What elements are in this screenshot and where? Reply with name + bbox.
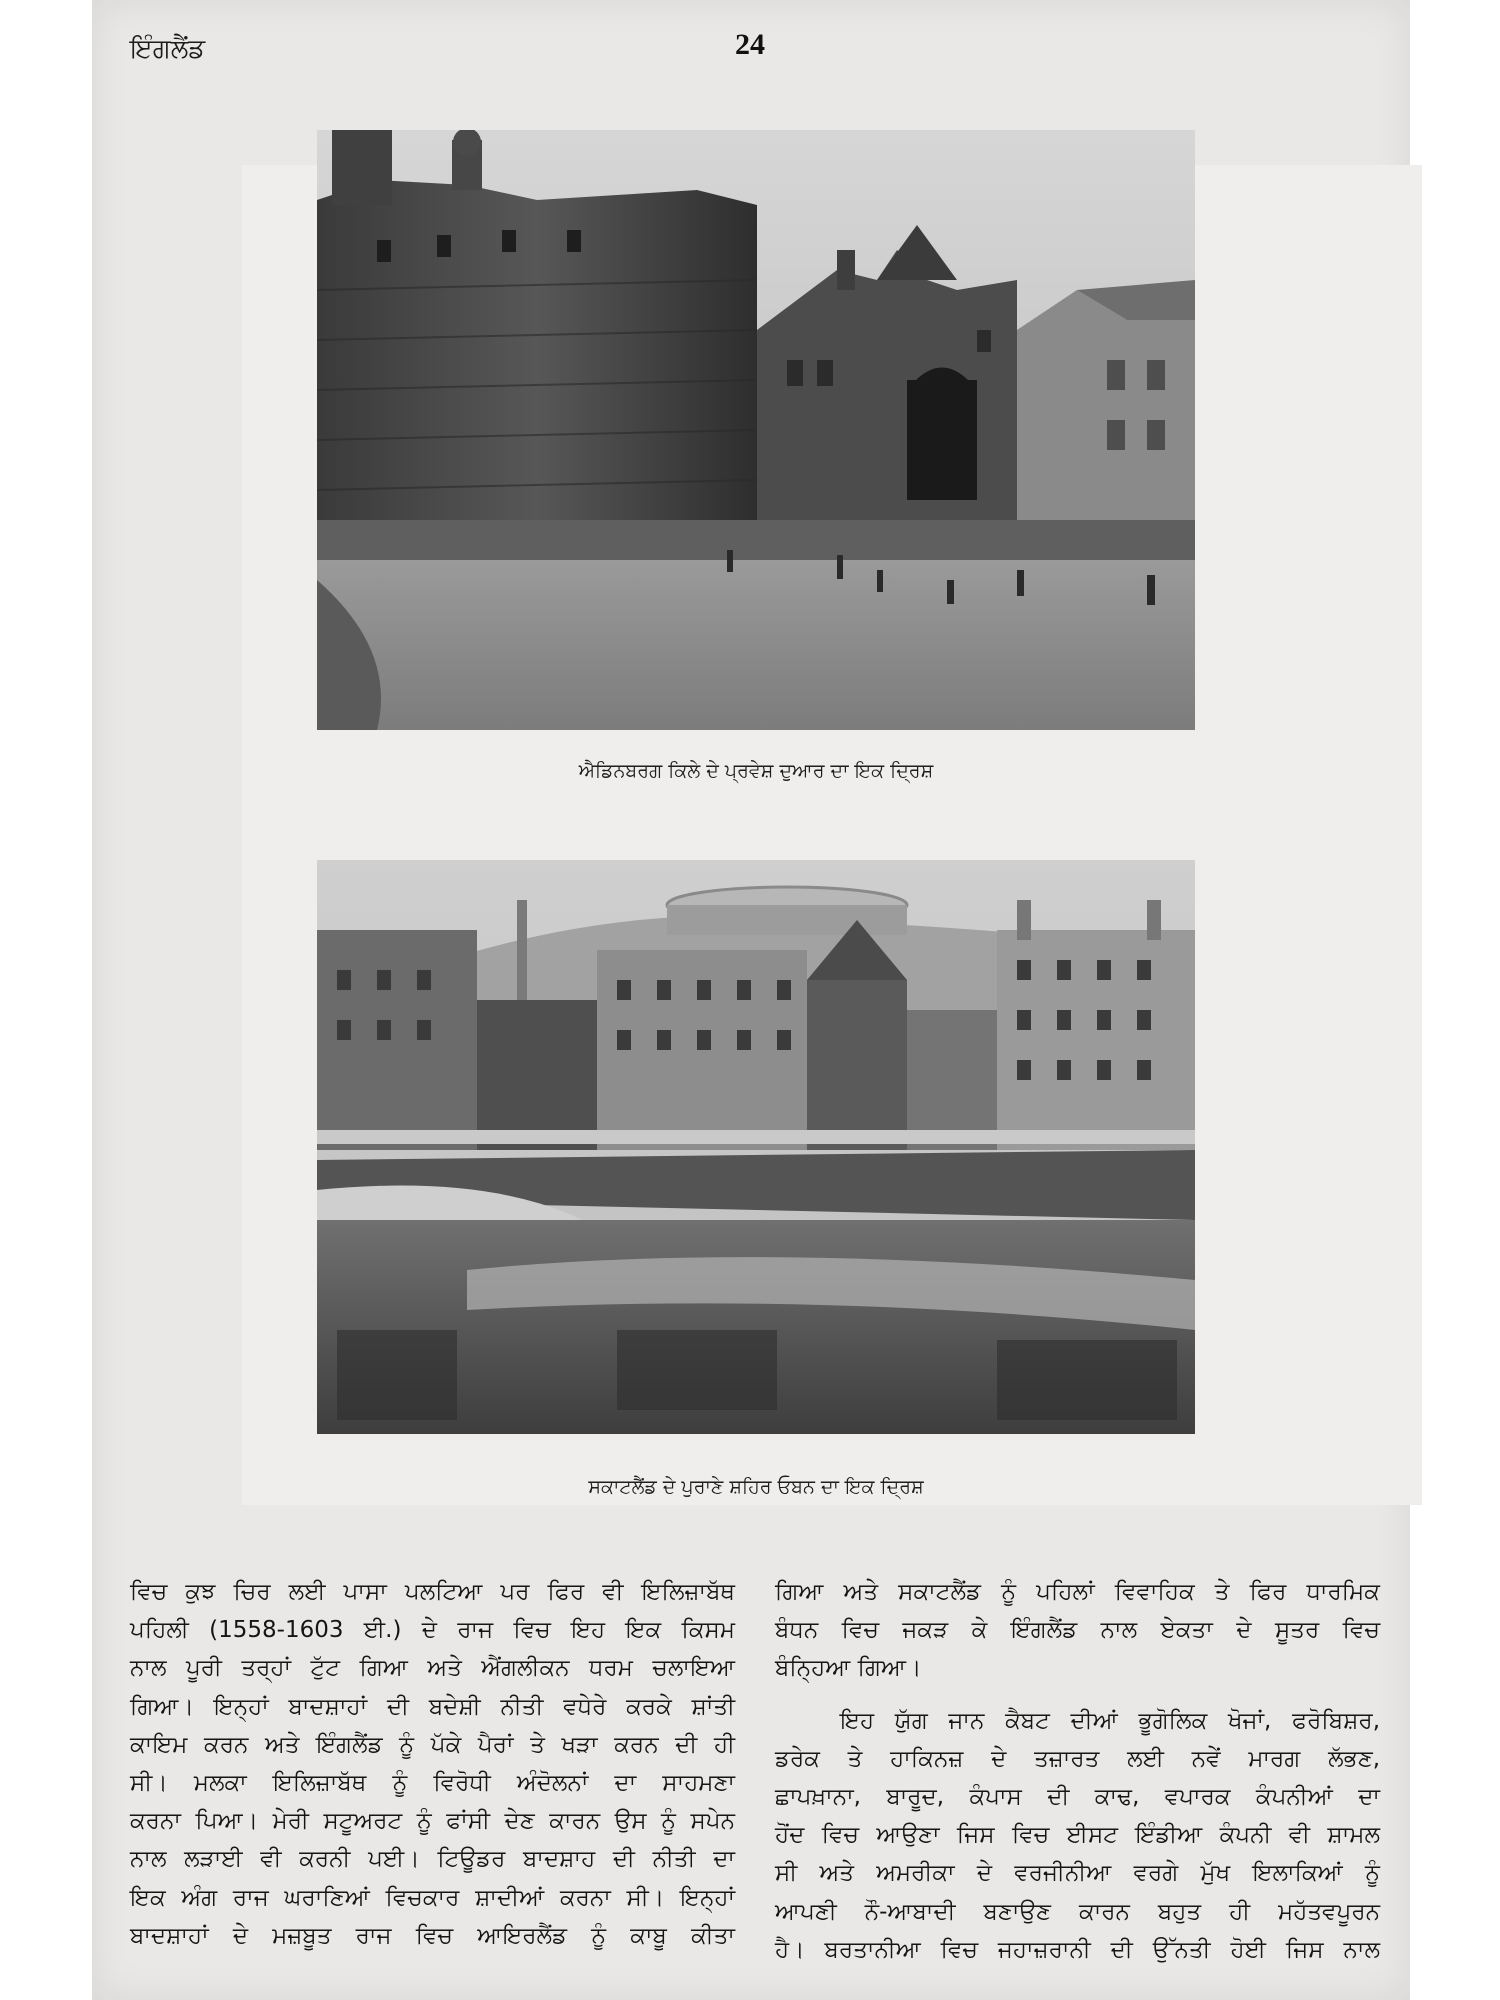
text-line: ਕਾਇਮ ਕਰਨ ਅਤੇ ਇੰਗਲੈਂਡ ਨੂੰ ਪੱਕੇ ਪੈਰਾਂ ਤੇ ਖੜਾ ਕਰਨ ਦੀ ਹੀ <box>130 1731 735 1758</box>
text-line: ਛਾਪਖ਼ਾਨਾ, ਬਾਰੂਦ, ਕੰਪਾਸ ਦੀ ਕਾਢ, ਵਪਾਰਕ ਕੰਪਨੀਆਂ ਦਾ <box>775 1784 1380 1811</box>
body-paragraph <box>130 1573 735 1955</box>
castle-photo-illustration <box>317 130 1195 730</box>
body-column-left <box>130 1573 735 1955</box>
body-paragraph <box>775 1573 1380 1688</box>
text-line: ਨਾਲ ਲੜਾਈ ਵੀ ਕਰਨੀ ਪਈ। ਟਿਊਡਰ ਬਾਦਸ਼ਾਹ ਦੀ ਨੀਤੀ ਦਾ <box>130 1846 735 1873</box>
text-line: ਇਹ ਯੁੱਗ ਜਾਨ ਕੈਬਟ ਦੀਆਂ ਭੂਗੋਲਿਕ ਖੋਜਾਂ, ਫਰੋਬਿਸ਼ਰ, <box>840 1707 1380 1734</box>
text-line: ਆਪਣੀ ਨੌ-ਆਬਾਦੀ ਬਣਾਉਣ ਕਾਰਨ ਬਹੁਤ ਹੀ ਮਹੱਤਵਪੂਰਨ <box>775 1898 1380 1925</box>
text-line: ਸੀ। ਮਲਕਾ ਇਲਿਜ਼ਾਬੱਥ ਨੂੰ ਵਿਰੋਧੀ ਅੰਦੋਲਨਾਂ ਦਾ ਸਾਹਮਣਾ <box>130 1770 735 1797</box>
running-head: ਇੰਗਲੈਂਡ <box>130 34 206 64</box>
page-number: 24 <box>735 28 765 61</box>
text-line: ਨਾਲ ਪੂਰੀ ਤਰ੍ਹਾਂ ਟੁੱਟ ਗਿਆ ਅਤੇ ਐਂਗਲੀਕਨ ਧਰਮ ਚਲਾਇਆ <box>130 1655 735 1682</box>
text-line: ਗਿਆ ਅਤੇ ਸਕਾਟਲੈਂਡ ਨੂੰ ਪਹਿਲਾਂ ਵਿਵਾਹਿਕ ਤੇ ਫਿਰ ਧਾਰਮਿਕ <box>775 1579 1380 1605</box>
text-line: ਸੀ ਅਤੇ ਅਮਰੀਕਾ ਦੇ ਵਰਜੀਨੀਆ ਵਰਗੇ ਮੁੱਖ ਇਲਾਕਿਆਂ ਨੂੰ <box>775 1860 1380 1887</box>
oban-photo-illustration <box>317 860 1195 1434</box>
castle-photo-caption: ਐਡਿਨਬਰਗ ਕਿਲੇ ਦੇ ਪ੍ਰਵੇਸ਼ ਦੁਆਰ ਦਾ ਇਕ ਦ੍ਰਿਸ਼ <box>578 760 934 782</box>
text-line: ਬਾਦਸ਼ਾਹਾਂ ਦੇ ਮਜ਼ਬੂਤ ਰਾਜ ਵਿਚ ਆਇਰਲੈਂਡ ਨੂੰ ਕਾਬੂ ਕੀਤਾ <box>130 1922 735 1949</box>
body-paragraph <box>775 1702 1380 1969</box>
text-line: ਪਹਿਲੀ (1558-1603 ਈ.) ਦੇ ਰਾਜ ਵਿਚ ਇਹ ਇਕ ਕਿਸਮ <box>130 1617 735 1644</box>
text-line: ਬੰਨ੍ਹਿਆ ਗਿਆ। <box>775 1655 922 1682</box>
text-line: ਕਰਨਾ ਪਿਆ। ਮੇਰੀ ਸਟੂਅਰਟ ਨੂੰ ਫਾਂਸੀ ਦੇਣ ਕਾਰਨ ਉਸ ਨੂੰ ਸਪੇਨ <box>130 1808 735 1835</box>
text-line: ਗਿਆ। ਇਨ੍ਹਾਂ ਬਾਦਸ਼ਾਹਾਂ ਦੀ ਬਦੇਸ਼ੀ ਨੀਤੀ ਵਧੇਰੇ ਕਰਕੇ ਸ਼ਾਂਤੀ <box>130 1693 735 1720</box>
oban-photo <box>317 860 1195 1434</box>
castle-photo <box>317 130 1195 730</box>
text-line: ਵਿਚ ਕੁਝ ਚਿਰ ਲਈ ਪਾਸਾ ਪਲਟਿਆ ਪਰ ਫਿਰ ਵੀ ਇਲਿਜ਼ਾਬੱਥ <box>130 1579 735 1605</box>
oban-photo-caption: ਸਕਾਟਲੈਂਡ ਦੇ ਪੁਰਾਣੇ ਸ਼ਹਿਰ ਓਬਨ ਦਾ ਇਕ ਦ੍ਰਿਸ਼ <box>588 1476 924 1498</box>
body-column-right <box>775 1573 1380 1969</box>
text-line: ਡਰੇਕ ਤੇ ਹਾਕਿਨਜ਼ ਦੇ ਤਜ਼ਾਰਤ ਲਈ ਨਵੇਂ ਮਾਰਗ ਲੱਭਣ, <box>775 1745 1380 1772</box>
text-line: ਇਕ ਅੰਗ ਰਾਜ ਘਰਾਣਿਆਂ ਵਿਚਕਾਰ ਸ਼ਾਦੀਆਂ ਕਰਨਾ ਸੀ। ਇਨ੍ਹਾਂ <box>130 1884 735 1911</box>
text-line: ਹੋਂਦ ਵਿਚ ਆਉਣਾ ਜਿਸ ਵਿਚ ਈਸਟ ਇੰਡੀਆ ਕੰਪਨੀ ਵੀ ਸ਼ਾਮਲ <box>775 1822 1380 1849</box>
text-line: ਬੰਧਨ ਵਿਚ ਜਕੜ ਕੇ ਇੰਗਲੈਂਡ ਨਾਲ ਏਕਤਾ ਦੇ ਸੂਤਰ ਵਿਚ <box>775 1617 1380 1644</box>
text-line: ਹੈ। ਬਰਤਾਨੀਆ ਵਿਚ ਜਹਾਜ਼ਰਾਨੀ ਦੀ ਉੱਨਤੀ ਹੋਈ ਜਿਸ ਨਾਲ <box>775 1936 1380 1963</box>
